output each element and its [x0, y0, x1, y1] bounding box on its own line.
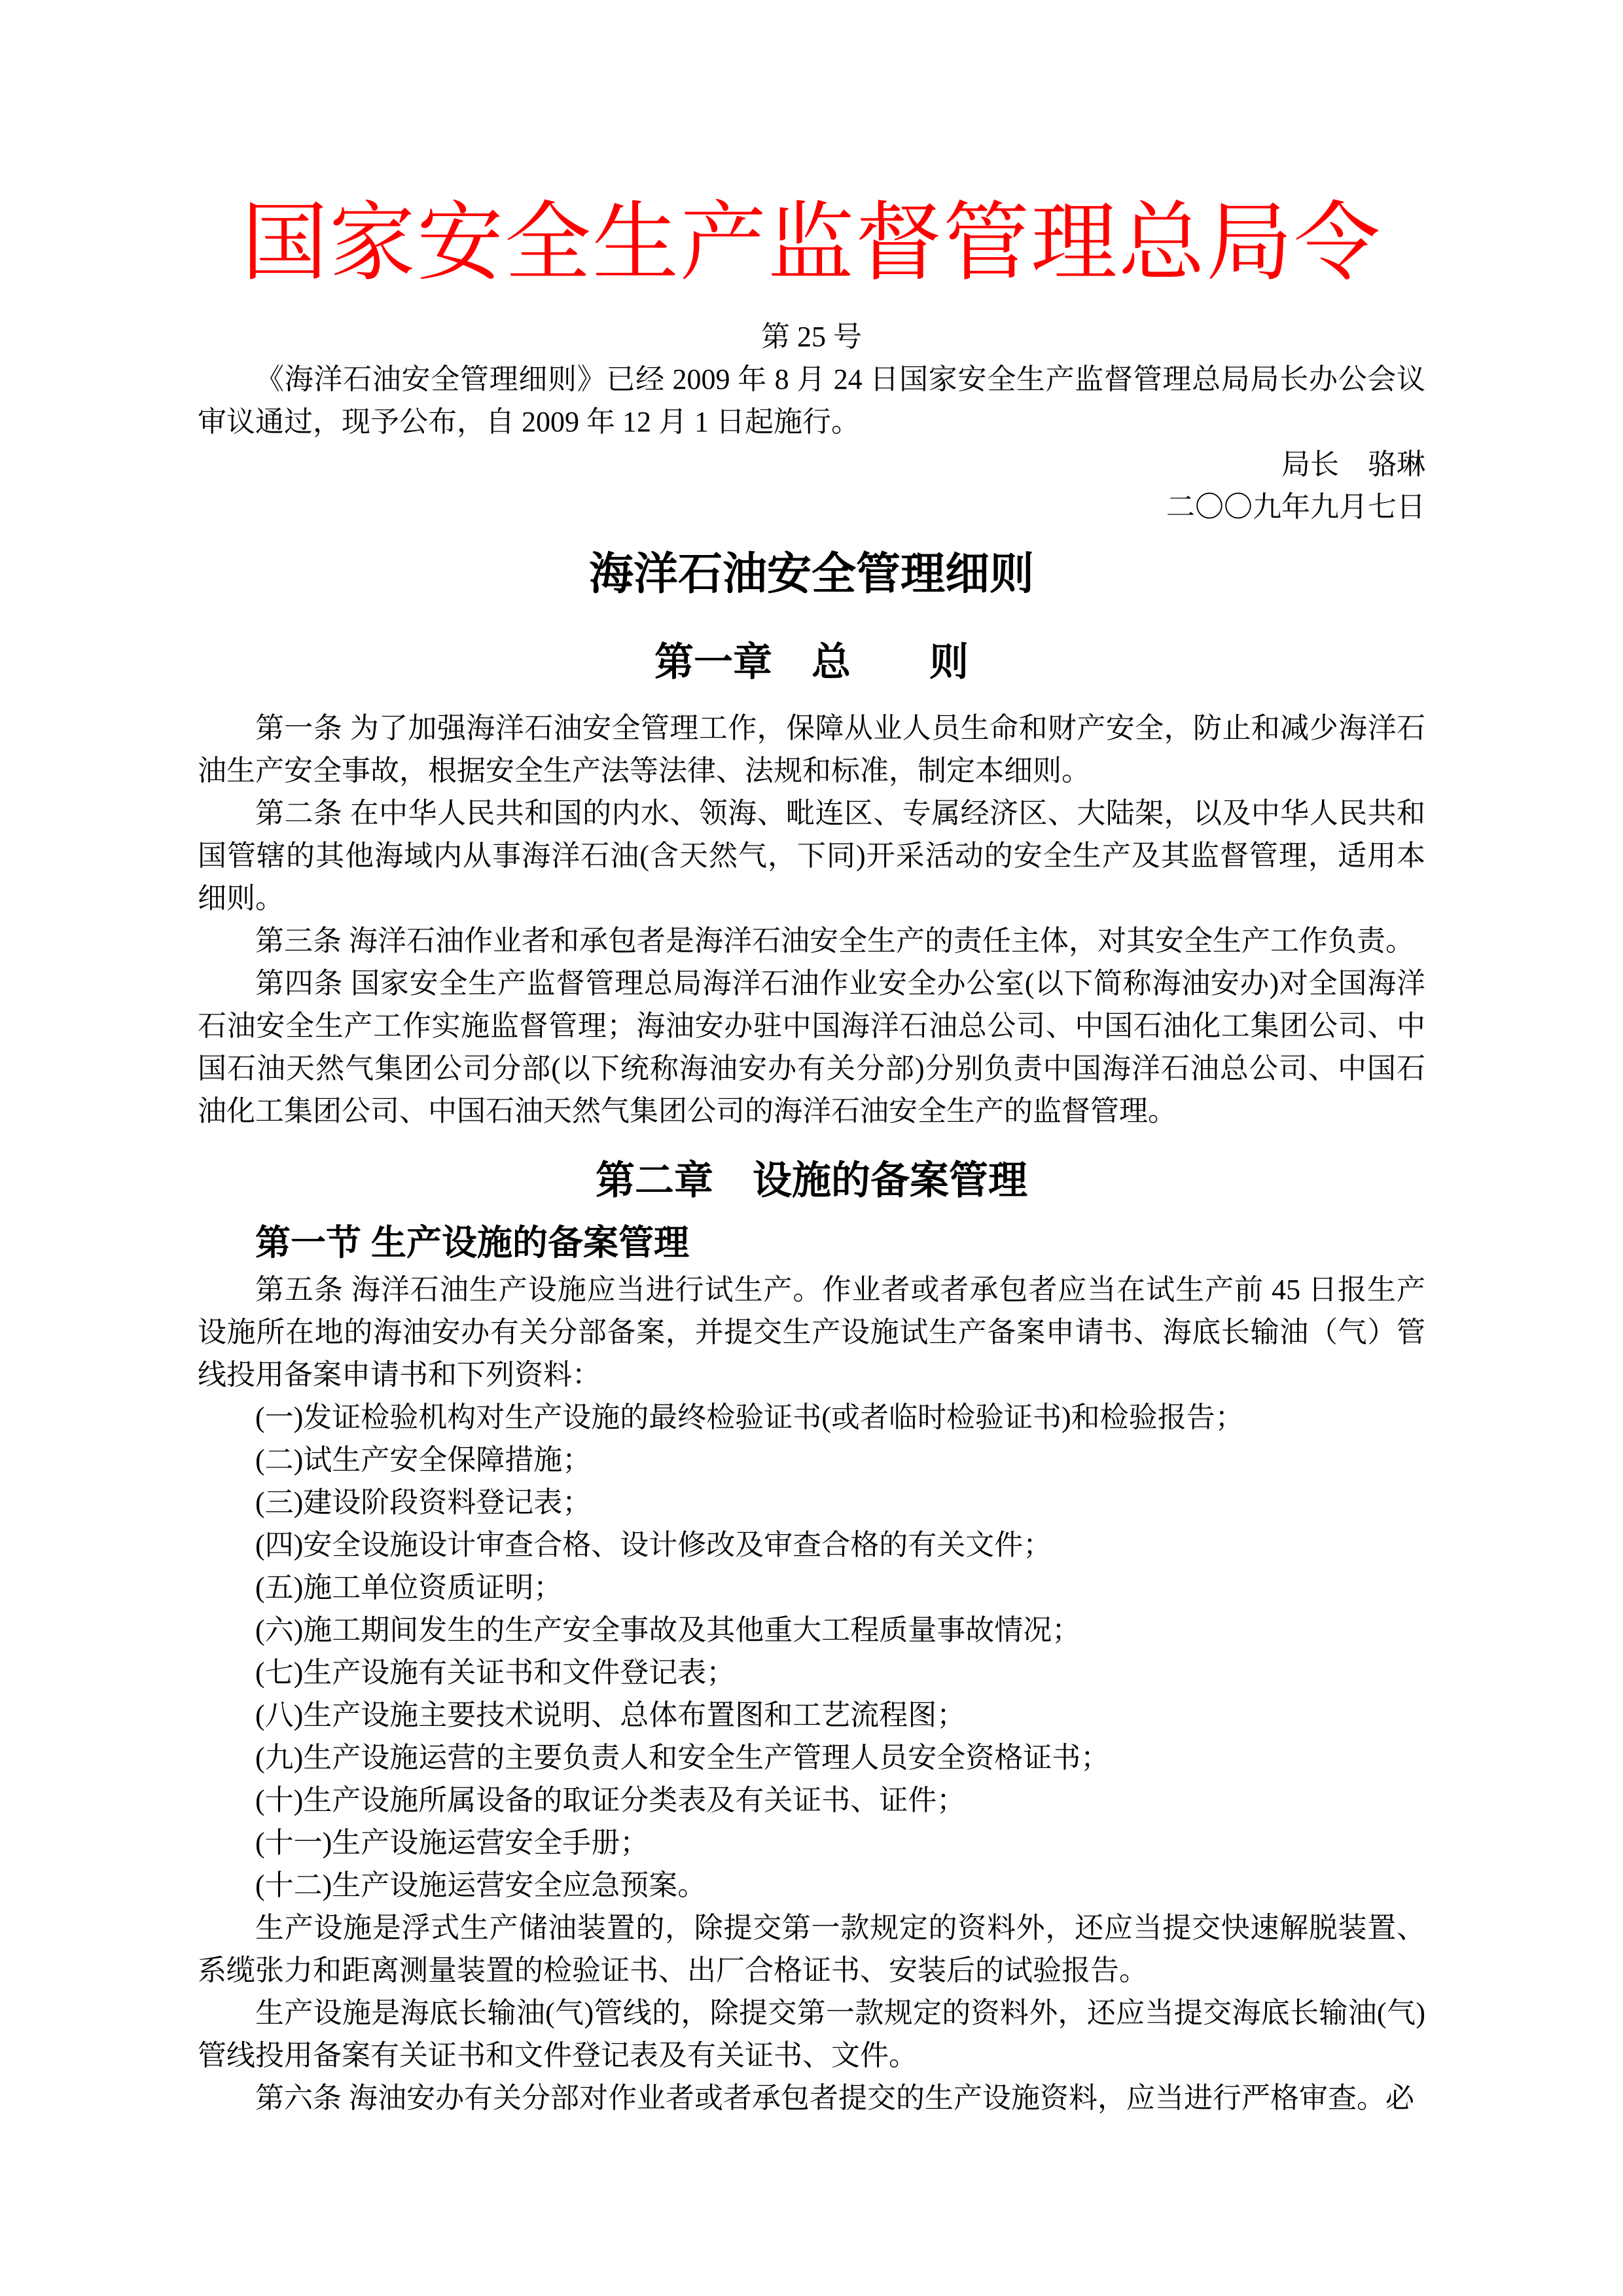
agency-order-masthead: 国家安全生产监督管理总局令: [241, 195, 1382, 291]
section-1-heading: 第一节 生产设施的备案管理: [255, 1223, 690, 1263]
signer-line: 局长 骆琳: [1281, 448, 1425, 480]
list-item-5: (五)施工单位资质证明；: [255, 1571, 563, 1604]
article-5: 第五条 海洋石油生产设施应当进行试生产。作业者或者承包者应当在试生产前 45 日报生产设施所在地的海油安办有关分部备案，并提交生产设施试生产备案申请书、海底长输油（气）管线投用备案申请书和下列资料：: [198, 1274, 1425, 1391]
list-item-4: (四)安全设施设计审查合格、设计修改及审查合格的有关文件；: [255, 1529, 1052, 1561]
article-1: 第一条 为了加强海洋石油安全管理工作，保障从业人员生命和财产安全，防止和减少海洋石油生产安全事故，根据安全生产法等法律、法规和标准，制定本细则。: [198, 712, 1425, 787]
list-item-12: (十二)生产设施运营安全应急预案。: [255, 1869, 707, 1901]
list-item-6: (六)施工期间发生的生产安全事故及其他重大工程质量事故情况；: [255, 1614, 1081, 1646]
list-item-2: (二)试生产安全保障措施；: [255, 1444, 592, 1476]
list-item-8: (八)生产设施主要技术说明、总体布置图和工艺流程图；: [255, 1699, 966, 1731]
list-item-7: (七)生产设施有关证书和文件登记表；: [255, 1657, 736, 1689]
article-2: 第二条 在中华人民共和国的内水、领海、毗连区、专属经济区、大陆架，以及中华人民共和国管辖的其他海域内从事海洋石油(含天然气，下同)开采活动的安全生产及其监督管理，适用本细则。: [198, 797, 1425, 914]
order-number: 第 25 号: [761, 321, 862, 353]
article-3: 第三条 海洋石油作业者和承包者是海洋石油安全生产的责任主体，对其安全生产工作负责。: [255, 925, 1414, 957]
chapter-2-heading: 第二章 设施的备案管理: [596, 1158, 1027, 1202]
paragraph-fpso: 生产设施是浮式生产储油装置的，除提交第一款规定的资料外，还应当提交快速解脱装置、系缆张力和距离测量装置的检验证书、出厂合格证书、安装后的试验报告。: [198, 1912, 1425, 1986]
list-item-11: (十一)生产设施运营安全手册；: [255, 1827, 649, 1859]
document-title: 海洋石油安全管理细则: [588, 549, 1034, 599]
list-item-9: (九)生产设施运营的主要负责人和安全生产管理人员安全资格证书；: [255, 1742, 1110, 1774]
list-item-10: (十)生产设施所属设备的取证分类表及有关证书、证件；: [255, 1784, 966, 1816]
list-item-3: (三)建设阶段资料登记表；: [255, 1486, 592, 1518]
list-item-1: (一)发证检验机构对生产设施的最终检验证书(或者临时检验证书)和检验报告；: [255, 1401, 1244, 1433]
chapter-1-heading: 第一章 总 则: [654, 640, 969, 684]
announcement-paragraph: 《海洋石油安全管理细则》已经 2009 年 8 月 24 日国家安全生产监督管理总局局长办公会议审议通过，现予公布，自 2009 年 12 月 1 日起施行。: [198, 363, 1425, 438]
article-6: 第六条 海油安办有关分部对作业者或者承包者提交的生产设施资料，应当进行严格审查。必: [255, 2082, 1414, 2114]
sign-date-line: 二〇〇九年九月七日: [1166, 491, 1425, 523]
article-4: 第四条 国家安全生产监督管理总局海洋石油作业安全办公室(以下简称海油安办)对全国海洋石油安全生产工作实施监督管理；海油安办驻中国海洋石油总公司、中国石油化工集团公司、中国石油天然气集团公司分部(以下统称海油安办有关分部)分别负责中国海洋石油总公司、中国石油化工集团公司、中国石油天然气集团公司的海洋石油安全生产的监督管理。: [198, 967, 1425, 1127]
paragraph-pipeline: 生产设施是海底长输油(气)管线的，除提交第一款规定的资料外，还应当提交海底长输油(气)管线投用备案有关证书和文件登记表及有关证书、文件。: [198, 1997, 1425, 2072]
